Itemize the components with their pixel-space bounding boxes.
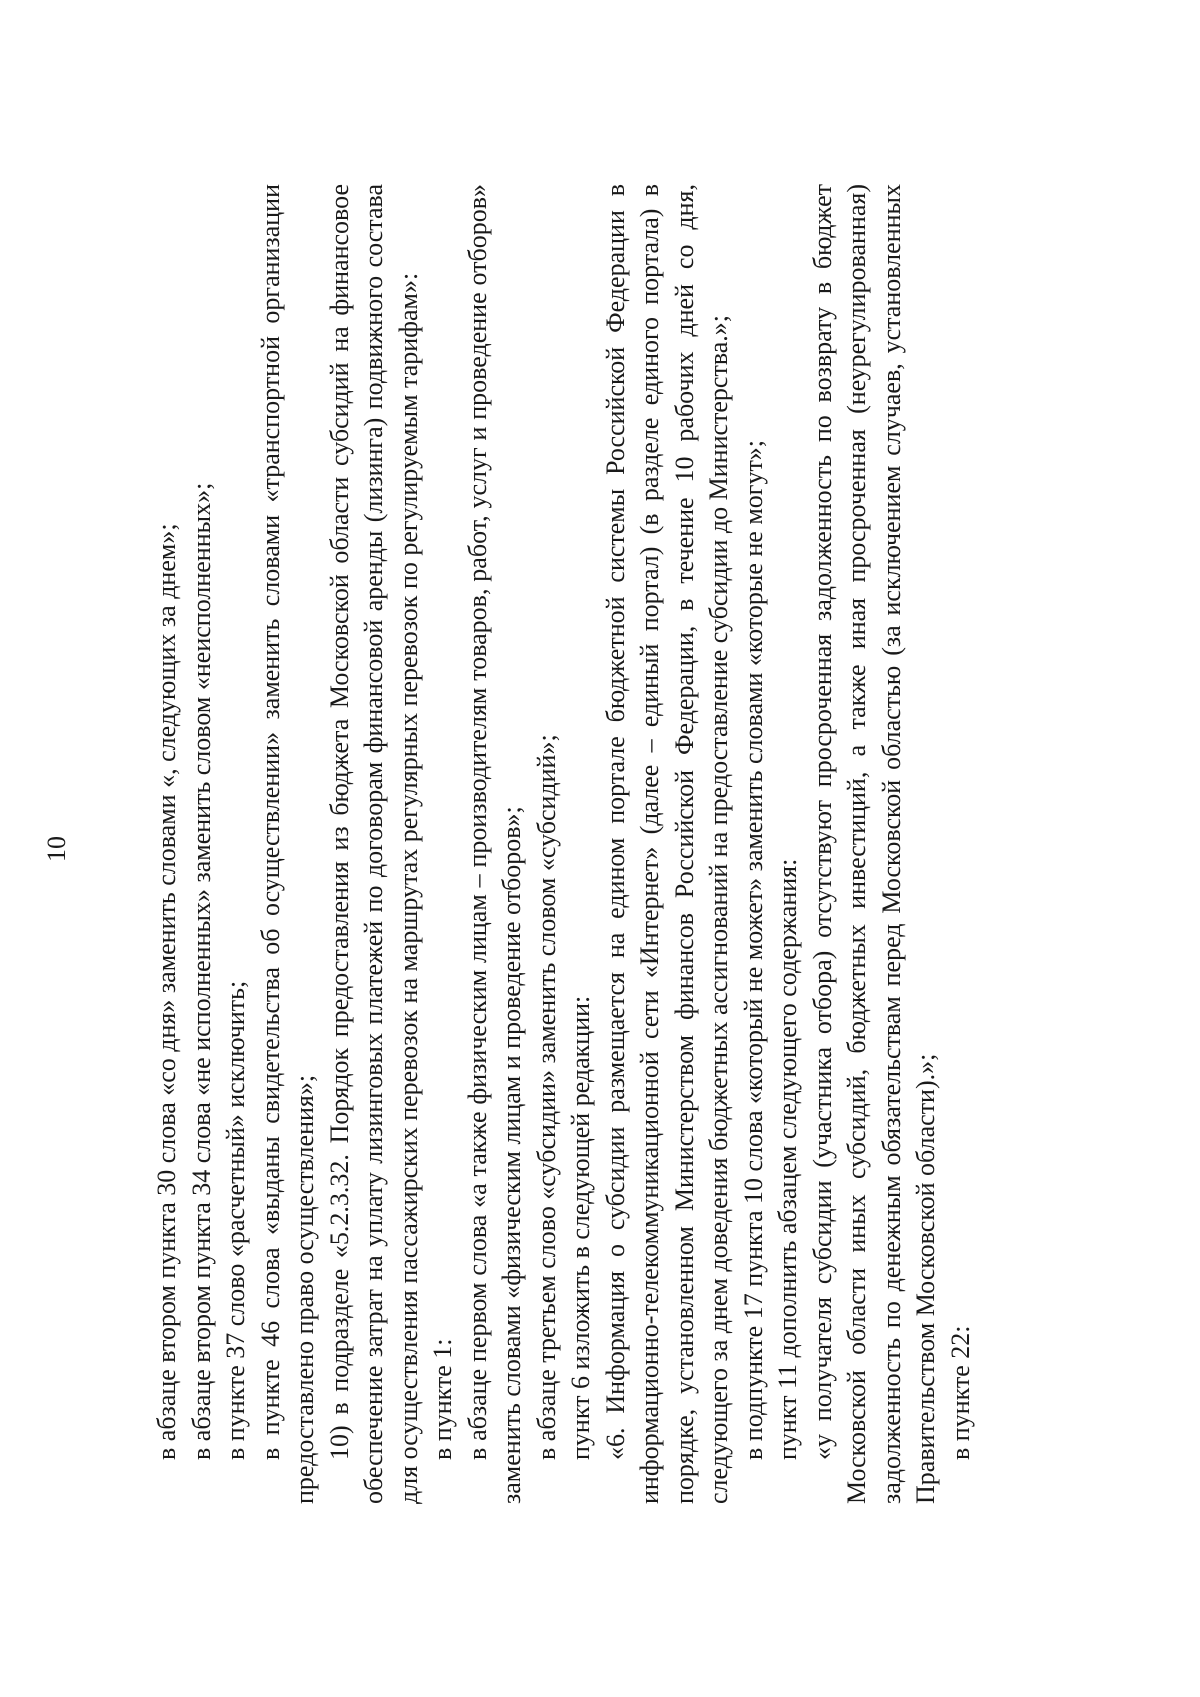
paragraph: в пункте 46 слова «выданы свидетельства об осуществлении» заменить словами «транспортной организации предоставлено право осуществления»;	[255, 183, 319, 1504]
paragraph: в подпункте 17 пункта 10 слова «который не может» заменить словами «которые не могут»;	[738, 439, 768, 1460]
paragraph: «у получателя субсидии (участника отбора) отсутствуют просроченная задолженность по возврату в бюджет Московской области иных субсидий, бюджетных инвестиций, а также иная просроченная (неурегулированная) задолженность по денежным обязательствам перед Московской областью (за исключением случаев, установленных Правительством Московской области).»;	[807, 183, 940, 1504]
paragraph: в абзаце втором пункта 34 слова «не исполненных» заменить словом «неисполненных»;	[186, 482, 216, 1460]
paragraph: пункт 11 дополнить абзацем следующего содержания:	[773, 858, 802, 1460]
paragraph: 10) в подразделе «5.2.3.32. Порядок предоставления из бюджета Московской области субсидий на финансовое обеспечение затрат на уплату лизинговых платежей по договорам финансовой аренды (лизинга) подвижного состава для осуществления пассажирских перевозок на маршрутах регулярных перевозок по регулируемым тарифам»:	[324, 183, 423, 1504]
paragraph: пункт 6 изложить в следующей редакции:	[566, 995, 595, 1460]
paragraph: «6. Информация о субсидии размещается на едином портале бюджетной системы Российской Федерации в информационно-телекоммуникационной сети «Интернет» (далее – единый портал) (в разделе единого портала) в порядке, установленном Министерством финансов Российской Федерации, в течение 10 рабочих дней со дня, следующего за днем доведения бюджетных ассигнований на предоставление субсидии до Министерства.»;	[600, 183, 733, 1504]
paragraph: в пункте 37 слово «расчетный» исключить;	[221, 980, 250, 1460]
paragraph: в абзаце втором пункта 30 слова «со дня» заменить словами «, следующих за днем»;	[152, 522, 181, 1460]
rotated-content	[42, 154, 1040, 1544]
paragraph: в абзаце первом слова «а также физическим лицам – производителям товаров, работ, услуг и проведение отборов» заменить словами «физическим лицам и проведение отборов»;	[462, 183, 526, 1504]
page-number: 10	[42, 835, 71, 862]
paragraph: в пункте 1:	[428, 1337, 457, 1460]
paragraph: в пункте 22:	[945, 1324, 975, 1460]
document-body	[150, 184, 978, 1504]
paragraph: в абзаце третьем слово «субсидии» заменить словом «субсидий»;	[531, 733, 561, 1460]
